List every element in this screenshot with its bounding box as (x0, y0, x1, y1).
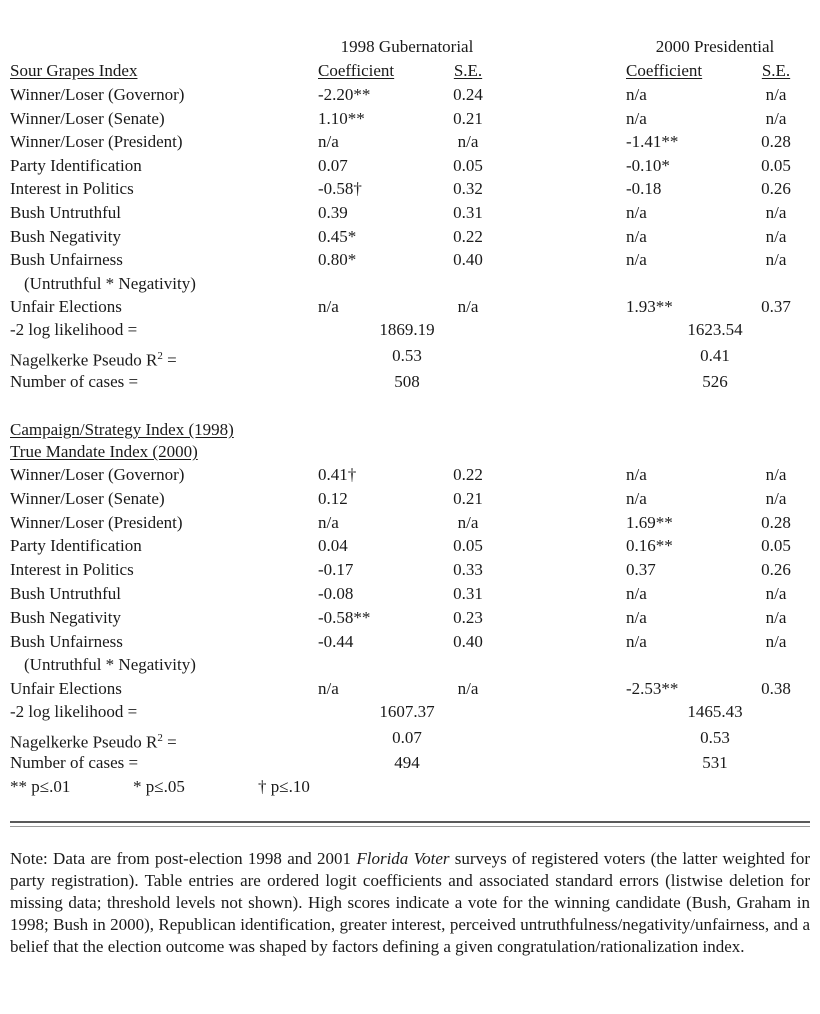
coef-1998: 0.07 (318, 155, 348, 175)
coef-header-2000: Coefficient (626, 61, 703, 80)
loglik-1998: 1607.37 (379, 702, 435, 721)
p01-legend: ** p≤.01 (10, 777, 71, 796)
table-row (0, 558, 820, 582)
coef-header-1998: Coefficient (318, 61, 395, 80)
survey-name: Florida Voter (356, 849, 450, 868)
se-2000: 0.26 (761, 179, 791, 199)
n-label: Number of cases = (10, 372, 139, 391)
loglik-row-1 (0, 318, 820, 342)
loglik-2000: 1465.43 (687, 702, 743, 721)
coef-1998: -0.44 (318, 631, 354, 651)
variable-label: Interest in Politics (10, 179, 134, 199)
coef-1998: n/a (318, 512, 339, 532)
variable-label: Bush Unfairness (10, 631, 123, 651)
se-header-2000: S.E. (761, 61, 791, 80)
table-row (0, 225, 820, 249)
r2-1998: 0.07 (392, 728, 422, 747)
coef-2000: n/a (626, 631, 647, 651)
table-row (0, 511, 820, 535)
note-divider-thin (10, 826, 810, 827)
se-1998: 0.31 (453, 584, 483, 603)
column-header-row (0, 59, 820, 83)
r2-label: Nagelkerke Pseudo $R^2$ = (10, 732, 177, 752)
se-2000: n/a (765, 607, 787, 627)
se-2000: n/a (765, 85, 787, 104)
se-2000: n/a (765, 226, 787, 246)
se-1998: 0.40 (453, 631, 483, 651)
n-2000: 526 (702, 372, 728, 391)
table-row (0, 201, 820, 225)
variable-label: (Untruthful * Negativity) (24, 273, 196, 293)
section2-title-row-2 (0, 440, 820, 464)
se-1998: 0.40 (453, 250, 483, 270)
table-row (0, 154, 820, 178)
coef-1998: -2.20** (318, 85, 371, 104)
se-1998: 0.24 (453, 85, 483, 104)
table-row (0, 272, 820, 296)
coef-2000: -2.53** (626, 679, 679, 699)
se-2000: n/a (765, 584, 787, 603)
section2-title-2000: True Mandate Index (2000) (10, 442, 198, 461)
se-2000: 0.28 (761, 512, 791, 532)
table-row (0, 487, 820, 511)
table-row (0, 653, 820, 677)
variable-label: Winner/Loser (Governor) (10, 465, 185, 484)
se-2000: n/a (765, 108, 787, 128)
se-1998: 0.32 (453, 179, 483, 199)
coef-2000: 1.93** (626, 297, 673, 317)
coef-1998: n/a (318, 679, 339, 699)
loglik-label: -2 log likelihood = (10, 702, 138, 721)
coef-2000: n/a (626, 584, 647, 603)
r2-1998: 0.53 (392, 346, 422, 365)
coef-2000: n/a (626, 488, 647, 508)
coef-1998: 0.41† (318, 465, 357, 484)
coef-1998: n/a (318, 297, 339, 317)
table-note: Note: Data are from post-election 1998 and 2001 Florida Voter surveys of registered voters (the latter weighted for party registration). Table entries are ordered logit coefficients and associated standard errors (listwise deletion for missing data; threshold levels not shown). High scores indicate a vote for the winning candidate (Bush, Graham in 1998; Bush in 2000), Republican identification, greater interest, perceived untruthfulness/negativity/unfairness, and a belief that the election outcome was shaped by factors defining a given congratulation/rationalization index. (10, 849, 810, 956)
loglik-1998: 1869.19 (379, 320, 435, 339)
variable-label: Party Identification (10, 536, 142, 556)
coef-2000: 0.16** (626, 536, 673, 556)
n-2000: 531 (702, 753, 728, 772)
loglik-row-2 (0, 700, 820, 724)
r2-row-1 (0, 344, 820, 368)
se-header-1998: S.E. (453, 61, 483, 80)
coef-2000: 0.37 (626, 560, 656, 580)
se-1998: 0.22 (453, 465, 483, 484)
coef-2000: 1.69** (626, 512, 673, 532)
table-row (0, 606, 820, 630)
r2-2000: 0.41 (700, 346, 730, 365)
p10-legend: † p≤.10 (258, 777, 310, 796)
coef-1998: n/a (318, 132, 339, 152)
se-1998: n/a (457, 132, 479, 152)
variable-label: Winner/Loser (President) (10, 512, 183, 532)
se-1998: n/a (457, 512, 479, 532)
coef-1998: 0.80* (318, 250, 357, 270)
se-1998: 0.23 (453, 607, 483, 627)
coef-1998: 0.12 (318, 488, 348, 508)
n-1998: 494 (394, 753, 420, 772)
variable-label: Winner/Loser (President) (10, 132, 183, 152)
coef-1998: 0.39 (318, 203, 348, 222)
table-row (0, 463, 820, 487)
section1-title: Sour Grapes Index (10, 61, 138, 80)
coef-2000: n/a (626, 85, 647, 104)
se-1998: n/a (457, 297, 479, 317)
coef-2000: n/a (626, 250, 647, 270)
se-1998: 0.21 (453, 108, 483, 128)
n-row-1 (0, 370, 820, 394)
table-row (0, 248, 820, 272)
table-row (0, 677, 820, 701)
coef-1998: 0.45* (318, 226, 357, 246)
coef-2000: -0.10* (626, 155, 670, 175)
variable-label: Bush Unfairness (10, 250, 123, 270)
table-row (0, 177, 820, 201)
se-2000: n/a (765, 488, 787, 508)
se-1998: 0.31 (453, 203, 483, 222)
variable-label: Bush Untruthful (10, 203, 121, 222)
se-1998: 0.05 (453, 155, 483, 175)
r2-label: Nagelkerke Pseudo $R^2$ = (10, 350, 177, 370)
table-row (0, 295, 820, 319)
table-row (0, 83, 820, 107)
coef-1998: -0.58† (318, 179, 362, 199)
table-row (0, 107, 820, 131)
column-group-header-row (0, 35, 820, 59)
se-2000: n/a (765, 203, 787, 222)
note-divider-thick (10, 821, 810, 823)
col-group-1998: 1998 Gubernatorial (340, 37, 474, 56)
se-2000: n/a (765, 631, 787, 651)
se-1998: 0.21 (453, 488, 483, 508)
variable-label: Unfair Elections (10, 679, 122, 699)
coef-2000: n/a (626, 203, 647, 222)
loglik-label: -2 log likelihood = (10, 320, 138, 339)
coef-1998: -0.17 (318, 560, 354, 580)
r2-row-2 (0, 726, 820, 750)
se-2000: 0.37 (761, 297, 791, 317)
coef-2000: n/a (626, 607, 647, 627)
se-1998: n/a (457, 679, 479, 699)
n-label: Number of cases = (10, 753, 139, 772)
variable-label: (Untruthful * Negativity) (24, 655, 196, 675)
section2-title-1998: Campaign/Strategy Index (1998) (10, 420, 234, 439)
se-2000: 0.28 (761, 132, 791, 152)
r2-2000: 0.53 (700, 728, 730, 747)
coef-1998: -0.58** (318, 607, 371, 627)
coef-2000: n/a (626, 465, 647, 484)
se-1998: 0.33 (453, 560, 483, 580)
coef-1998: 1.10** (318, 108, 365, 128)
coef-2000: n/a (626, 226, 647, 246)
coef-1998: -0.08 (318, 584, 354, 603)
loglik-2000: 1623.54 (687, 320, 743, 339)
coef-2000: -1.41** (626, 132, 679, 152)
table-row (0, 534, 820, 558)
se-2000: 0.05 (761, 536, 791, 556)
coef-2000: -0.18 (626, 179, 662, 199)
table-row (0, 130, 820, 154)
significance-legend (0, 775, 820, 799)
coef-2000: n/a (626, 108, 647, 128)
coef-1998: 0.04 (318, 536, 348, 556)
variable-label: Winner/Loser (Senate) (10, 108, 165, 128)
variable-label: Party Identification (10, 155, 142, 175)
variable-label: Winner/Loser (Governor) (10, 85, 185, 104)
se-2000: 0.26 (761, 560, 791, 580)
col-group-2000: 2000 Presidential (655, 37, 775, 56)
p05-legend: * p≤.05 (133, 777, 185, 796)
variable-label: Interest in Politics (10, 560, 134, 580)
se-2000: n/a (765, 250, 787, 270)
table-row (0, 630, 820, 654)
table-row (0, 582, 820, 606)
section2-title-row-1 (0, 418, 820, 442)
se-2000: 0.05 (761, 155, 791, 175)
se-1998: 0.22 (453, 226, 483, 246)
variable-label: Bush Negativity (10, 226, 121, 246)
variable-label: Bush Untruthful (10, 584, 121, 603)
se-2000: n/a (765, 465, 787, 484)
variable-label: Unfair Elections (10, 297, 122, 317)
se-1998: 0.05 (453, 536, 483, 556)
n-1998: 508 (394, 372, 420, 391)
se-2000: 0.38 (761, 679, 791, 699)
variable-label: Winner/Loser (Senate) (10, 488, 165, 508)
variable-label: Bush Negativity (10, 607, 121, 627)
n-row-2 (0, 751, 820, 775)
